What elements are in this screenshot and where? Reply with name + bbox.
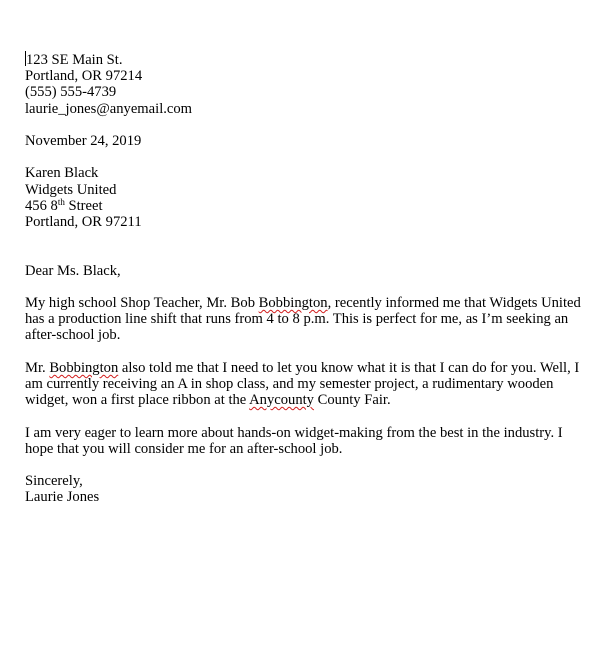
letter-document[interactable]: [25, 51, 585, 506]
paragraph-2-text-a: Mr.: [25, 359, 50, 376]
recipient-street: [25, 198, 585, 214]
recipient-name: Karen Black: [25, 165, 99, 182]
misspelled-word[interactable]: Bobbington: [258, 294, 328, 311]
sender-email: laurie_jones@anyemail.com: [25, 100, 193, 117]
salutation: Dear Ms. Black,: [25, 262, 121, 279]
recipient-street-number: 456 8: [25, 197, 58, 214]
sender-street-line: [25, 51, 585, 68]
closing: Sincerely,: [25, 473, 83, 490]
misspelled-word[interactable]: Bobbington: [49, 359, 119, 376]
paragraph-2-text-c: County Fair.: [313, 392, 391, 409]
paragraph-1-text-a: My high school Shop Teacher, Mr. Bob: [25, 294, 259, 311]
signature-name: Laurie Jones: [25, 489, 100, 506]
sender-city-state-zip: Portland, OR 97214: [25, 68, 143, 85]
recipient-street-ordinal: th: [57, 196, 65, 207]
paragraph-1-text-b: , recently informed me that Widgets United has a production line shift that runs from 4 to 8 p.m. This is perfect for me, as I’m seeking an after-school job.: [25, 294, 581, 344]
paragraph-2-text-b: also told me that I need to let you know what it is that I can do for you. Well, I am currently receiving an A in shop class, and my semester project, a rudimentary wooden widget, won a first place ribbon at the: [25, 359, 580, 409]
sender-street: 123 SE Main St.: [26, 52, 123, 68]
recipient-company: Widgets United: [25, 181, 117, 198]
sender-phone: (555) 555-4739: [25, 84, 117, 101]
letter-date: November 24, 2019: [25, 133, 142, 149]
paragraph-1: [25, 295, 585, 344]
paragraph-3: I am very eager to learn more about hands-on widget-making from the best in the industry. I hope that you will consider me for an after-school job.: [25, 424, 563, 457]
recipient-street-name: Street: [64, 197, 103, 214]
misspelled-word[interactable]: Anycounty: [249, 392, 314, 409]
recipient-city-state-zip: Portland, OR 97211: [25, 214, 142, 230]
paragraph-2: [25, 360, 585, 409]
